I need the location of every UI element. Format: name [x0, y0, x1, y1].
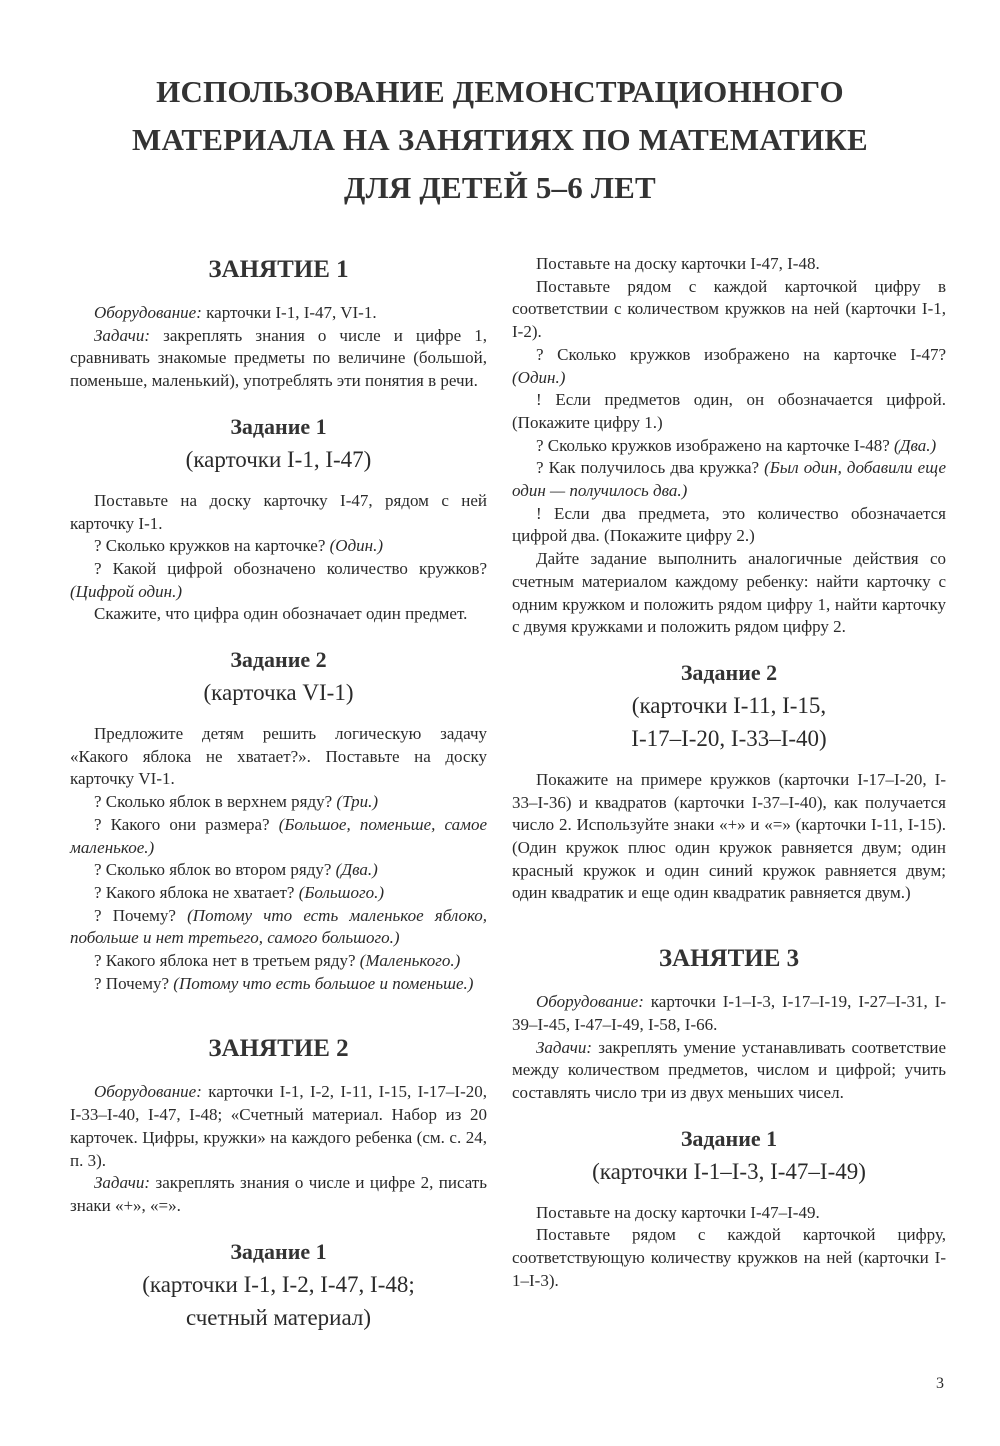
text-run: закреплять знания о числе и цифре 2, писать знаки «+», «=». — [70, 1173, 487, 1215]
paragraph — [512, 253, 946, 276]
paragraph — [70, 490, 487, 535]
paragraph — [70, 1172, 487, 1217]
task-title: Задание 1 — [680, 1125, 778, 1151]
paragraph — [70, 302, 487, 325]
text-run: ! Если предметов один, он обозначается цифрой. (Покажите цифру 1.) — [512, 390, 946, 432]
paragraph — [512, 769, 946, 905]
task-block — [512, 1123, 946, 1188]
paragraph — [512, 435, 946, 458]
paragraph — [512, 1037, 946, 1105]
task-cards-subtitle: (карточка VI-1) — [203, 680, 354, 706]
italic-text: Задачи: — [536, 1037, 593, 1057]
section-spacer — [512, 905, 946, 941]
italic-text: (Цифрой один.) — [70, 581, 182, 601]
section-spacer — [70, 995, 487, 1031]
paragraph — [70, 535, 487, 558]
paragraph — [512, 389, 946, 434]
paragraph — [70, 558, 487, 603]
text-run: Скажите, что цифра один обозначает один предмет. — [94, 604, 468, 624]
text-run: Поставьте на доску карточки I-47–I-49. — [536, 1202, 820, 1222]
paragraph — [70, 723, 487, 791]
task-block — [512, 657, 946, 755]
paragraph — [512, 276, 946, 344]
task-cards-subtitle: (карточки I-1, I-47) — [185, 446, 372, 472]
text-run: карточки I-1–I-3, I-17–I-19, I-27–I-31, I-39–I-45, I-47–I-49, I-58, I-66. — [512, 992, 946, 1034]
text-run: ? Почему? — [94, 905, 188, 925]
text-run: Поставьте рядом с каждой карточкой цифру, соответствующую количеству кружков на ней (карточки I-1–I-3). — [512, 1225, 946, 1290]
task-cards-subtitle: (карточки I-1, I-2, I-47, I-48; — [142, 1271, 415, 1297]
paragraph — [70, 325, 487, 393]
italic-text: Оборудование: — [94, 303, 202, 322]
italic-text: (Маленького.) — [359, 951, 461, 971]
italic-text: (Один.) — [329, 536, 384, 556]
task-cards-subtitle: счетный материал) — [185, 1304, 372, 1330]
italic-text: (Большого.) — [298, 882, 385, 902]
task-title: Задание 1 — [230, 413, 327, 439]
text-run: ? Какого они размера? — [94, 814, 279, 834]
text-run: карточки I-1, I-2, I-11, I-15, I-17–I-20, I-33–I-40, I-47, I-48; «Счетный материал. Набор из 20 карточек. Цифры, кружки» на каждого ребенка (см. с. 24, п. 3). — [70, 1082, 487, 1170]
paragraph — [512, 548, 946, 639]
italic-text: (Два.) — [894, 435, 937, 455]
text-run: ? Сколько кружков на карточке? — [94, 536, 330, 556]
task-title: Задание 2 — [230, 647, 327, 673]
paragraph — [512, 457, 946, 502]
task-title: Задание 1 — [230, 1238, 327, 1264]
lesson-heading: ЗАНЯТИЕ 1 — [208, 256, 349, 283]
italic-text: Оборудование: — [94, 1082, 202, 1102]
text-run: закреплять умение устанавливать соответствие между количеством предметов, числом и цифрой; учить составлять число три из двух меньших чисел. — [512, 1037, 946, 1102]
paragraph — [512, 1224, 946, 1292]
paragraph — [70, 791, 487, 814]
page-number: 3 — [936, 1375, 944, 1392]
paragraph — [512, 1202, 946, 1225]
paragraph — [512, 991, 946, 1036]
text-run: ? Как получилось два кружка? — [536, 458, 765, 478]
italic-text: (Два.) — [335, 860, 378, 880]
left-column — [70, 252, 487, 1348]
task-cards-subtitle: I-17–I-20, I-33–I-40) — [631, 725, 827, 751]
italic-text: (Потому что есть маленькое яблоко, побольше и нет третьего, самого большого.) — [70, 905, 487, 948]
right-column — [512, 253, 946, 1293]
text-run: Поставьте на доску карточку I-47, рядом с ней карточку I-1. — [70, 490, 487, 533]
task-block — [70, 411, 487, 476]
task-cards-subtitle: (карточки I-1–I-3, I-47–I-49) — [592, 1158, 866, 1184]
text-run: ? Какой цифрой обозначено количество кружков? — [94, 558, 487, 578]
italic-text: Оборудование: — [536, 992, 644, 1012]
task-title: Задание 2 — [680, 659, 778, 685]
lesson-heading: ЗАНЯТИЕ 2 — [208, 1035, 349, 1063]
italic-text: Задачи: — [94, 325, 151, 345]
title-line: ДЛЯ ДЕТЕЙ 5–6 ЛЕТ — [344, 170, 656, 205]
text-run: ? Почему? — [94, 973, 174, 993]
italic-text: (Большое, поменьше, самое маленькое.) — [70, 814, 487, 857]
text-run: ! Если два предмета, это количество обозначается цифрой два. (Покажите цифру 2.) — [512, 503, 946, 546]
text-run: ? Сколько кружков изображено на карточке I-48? — [536, 435, 895, 455]
text-run: карточки I-1, I-47, VI-1. — [201, 303, 377, 322]
paragraph — [70, 814, 487, 859]
page-title — [0, 68, 1000, 212]
text-run: ? Сколько яблок во втором ряду? — [94, 860, 336, 880]
text-run: ? Какого яблока нет в третьем ряду? — [94, 951, 360, 971]
italic-text: (Был один, добавили еще один — получилось два.) — [512, 458, 946, 501]
text-run: Дайте задание выполнить аналогичные действия со счетным материалом каждому ребенку: найти карточку с одним кружком и положить рядом цифру 1, найти карточку с двумя кружками и положить рядом цифру 2. — [512, 549, 946, 637]
paragraph — [70, 950, 487, 973]
paragraph — [70, 973, 487, 996]
paragraph — [70, 859, 487, 882]
paragraph — [512, 344, 946, 389]
text-run: Поставьте на доску карточки I-47, I-48. — [536, 254, 820, 273]
italic-text: (Три.) — [336, 792, 379, 812]
title-line: ИСПОЛЬЗОВАНИЕ ДЕМОНСТРАЦИОННОГО — [156, 74, 844, 109]
paragraph — [70, 1081, 487, 1172]
text-run: ? Какого яблока не хватает? — [94, 882, 299, 902]
task-cards-subtitle: (карточки I-11, I-15, — [631, 692, 827, 718]
text-run: закреплять знания о числе и цифре 1, сравнивать знакомые предметы по величине (большой, поменьше, маленький), употреблять эти понятия в речи. — [70, 325, 487, 391]
text-run: Предложите детям решить логическую задачу «Какого яблока не хватает?». Поставьте на доску карточку VI-1. — [70, 724, 487, 789]
italic-text: (Один.) — [512, 367, 566, 387]
italic-text: Задачи: — [94, 1173, 151, 1193]
lesson-heading: ЗАНЯТИЕ 3 — [658, 945, 800, 973]
text-run: ? Сколько кружков изображено на карточке I-47? — [536, 344, 946, 364]
text-run: Покажите на примере кружков (карточки I-17–I-20, I-33–I-36) и квадратов (карточки I-37–I-40), как получается число 2. Используйте знаки «+» и «=» (карточки I-11, I-15). (Один кружок плюс один кружок равняется двум; один красный кружок и один синий кружок равняется двум; один квадратик и еще один квадратик равняется двум.) — [512, 769, 946, 903]
paragraph — [70, 603, 487, 626]
paragraph — [70, 882, 487, 905]
text-run: Поставьте рядом с каждой карточкой цифру в соответствии с количеством кружков на ней (карточки I-1, I-2). — [512, 276, 946, 342]
paragraph — [70, 905, 487, 950]
task-block — [70, 644, 487, 709]
task-block — [70, 1236, 487, 1334]
paragraph — [512, 503, 946, 548]
title-line: МАТЕРИАЛА НА ЗАНЯТИЯХ ПО МАТЕМАТИКЕ — [132, 122, 868, 157]
text-run: ? Сколько яблок в верхнем ряду? — [94, 792, 337, 812]
italic-text: (Потому что есть большое и поменьше.) — [173, 973, 474, 993]
